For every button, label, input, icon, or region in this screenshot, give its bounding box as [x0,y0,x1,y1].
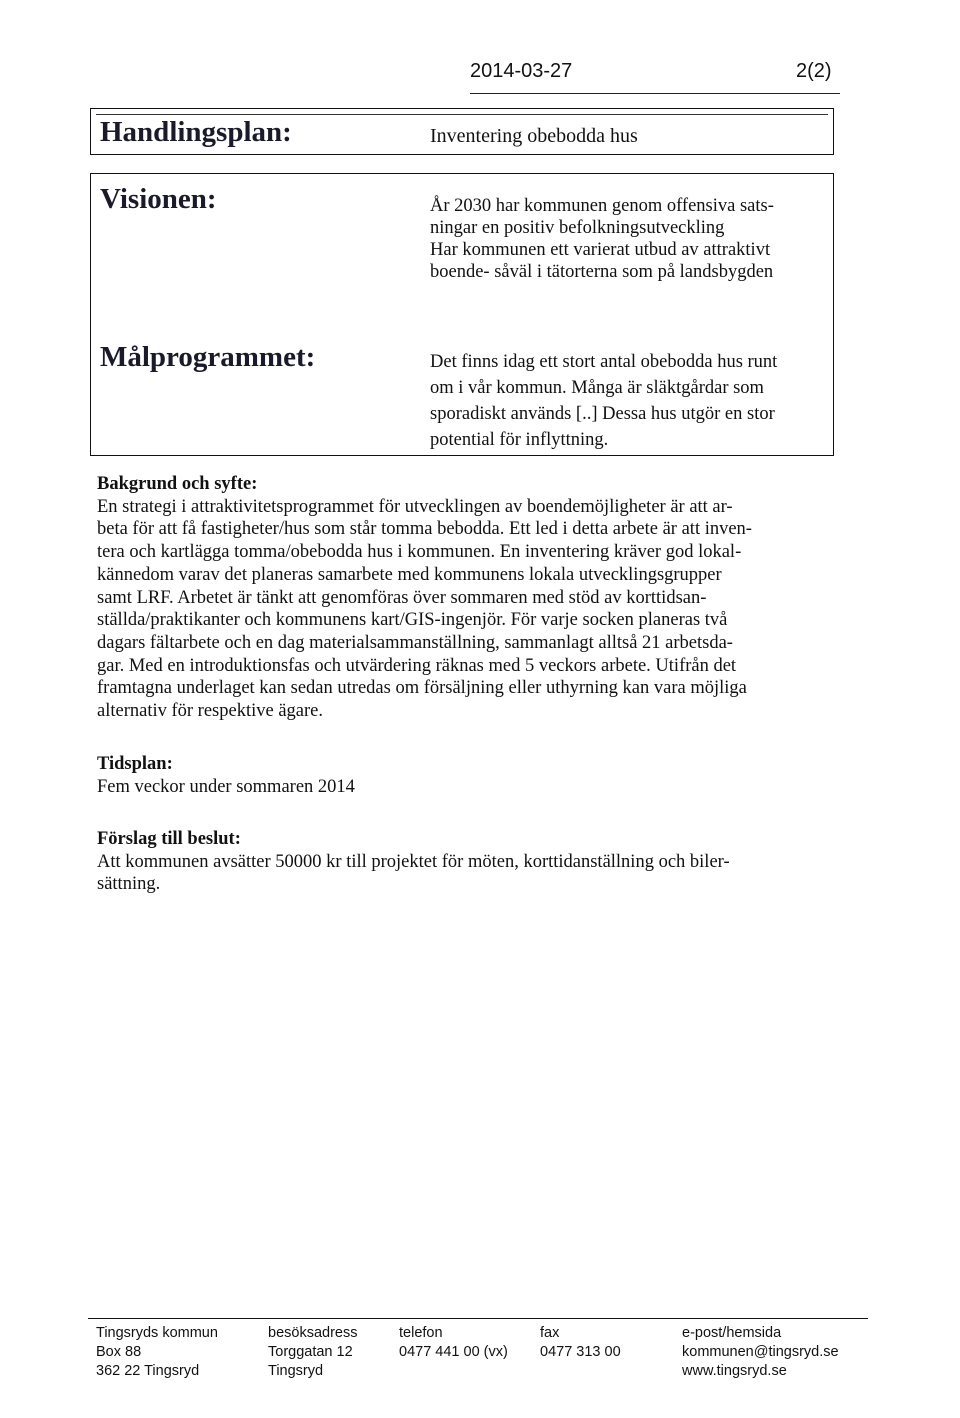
tidsplan-heading: Tidsplan: [97,754,173,774]
paragraph-line: alternativ för respektive ägare. [97,701,323,722]
footer-line: Box 88 [96,1344,142,1360]
forslag-section [97,828,817,896]
paragraph-line: kännedom varav det planeras samarbete med kommunens lokala utvecklingsgrupper [97,564,722,585]
footer-organization [96,1324,218,1381]
malprogram-label: Målprogrammet: [100,341,316,373]
footer-fax [540,1324,621,1362]
paragraph-line: Fem veckor under sommaren 2014 [97,776,355,797]
vision-line: ningar en positiv befolkningsutveckling [430,218,725,238]
paragraph-line: sättning. [97,874,161,895]
footer-phone [399,1324,508,1362]
footer-line: Tingsryds kommun [96,1325,218,1341]
paragraph-line: En strategi i attraktivitetsprogrammet för utvecklingen av boendemöjligheter är att ar- [97,496,733,517]
forslag-heading: Förslag till beslut: [97,829,241,849]
bakgrund-heading: Bakgrund och syfte: [97,474,258,494]
paragraph-line: gar. Med en introduktionsfas och utvärdering räknas med 5 veckors arbete. Utifrån det [97,655,737,676]
malprogram-text [430,349,826,453]
paragraph-line: Att kommunen avsätter 50000 kr till projektet för möten, korttidanställning och biler- [97,851,730,872]
footer-line: Tingsryd [268,1363,324,1379]
plan-text: Inventering obebodda hus [430,125,638,147]
footer-website-link[interactable]: www.tingsryd.se [682,1363,787,1379]
document-date: 2014-03-27 [470,60,573,82]
footer-line: 0477 313 00 [540,1344,621,1360]
malprogram-line: potential för inflyttning. [430,430,609,450]
paragraph-line: framtagna underlaget kan sedan utredas om försäljning eller uthyrning kan vara möjliga [97,678,747,699]
vision-line: År 2030 har kommunen genom offensiva sats- [430,196,774,216]
plan-box-inner-rule [96,114,828,115]
vision-line: Har kommunen ett varierat utbud av attraktivt [430,240,771,260]
footer-line: besöksadress [268,1325,358,1341]
footer-contact [682,1324,839,1381]
paragraph-line: ställda/praktikanter och kommunens kart/GIS-ingenjör. För varje socken planeras två [97,610,728,631]
plan-label: Handlingsplan: [100,116,292,148]
vision-text [430,195,826,283]
paragraph-line: beta för att få fastigheter/hus som står tomma bebodda. Ett led i detta arbete är att inven- [97,519,752,540]
paragraph-line: samt LRF. Arbetet är tänkt att genomföras över sommaren med stöd av korttidsan- [97,587,707,608]
footer-line: telefon [399,1325,443,1341]
footer-line: 362 22 Tingsryd [96,1363,200,1379]
vision-line: boende- såväl i tätorterna som på landsbygden [430,262,774,282]
paragraph-line: tera och kartlägga tomma/obebodda hus i kommunen. En inventering kräver god lokal- [97,542,742,563]
footer-line: e-post/hemsida [682,1325,782,1341]
footer-rule [88,1318,868,1319]
paragraph-line: dagars fältarbete och en dag materialsammanställning, sammanlagt alltså 21 arbetsda- [97,632,733,653]
malprogram-line: Det finns idag ett stort antal obebodda hus runt [430,352,778,372]
footer-line: fax [540,1325,560,1341]
malprogram-line: om i vår kommun. Många är släktgårdar som [430,378,764,398]
footer-email-link[interactable]: kommunen@tingsryd.se [682,1344,839,1360]
footer-line: 0477 441 00 (vx) [399,1344,508,1360]
vision-label: Visionen: [100,183,217,215]
footer-line: Torggatan 12 [268,1344,353,1360]
malprogram-line: sporadiskt används [..] Dessa hus utgör en stor [430,404,775,424]
tidsplan-section [97,753,817,798]
header-rule [470,93,840,94]
footer-visiting-address [268,1324,357,1381]
bakgrund-section [97,473,817,723]
page-number: 2(2) [796,60,832,82]
